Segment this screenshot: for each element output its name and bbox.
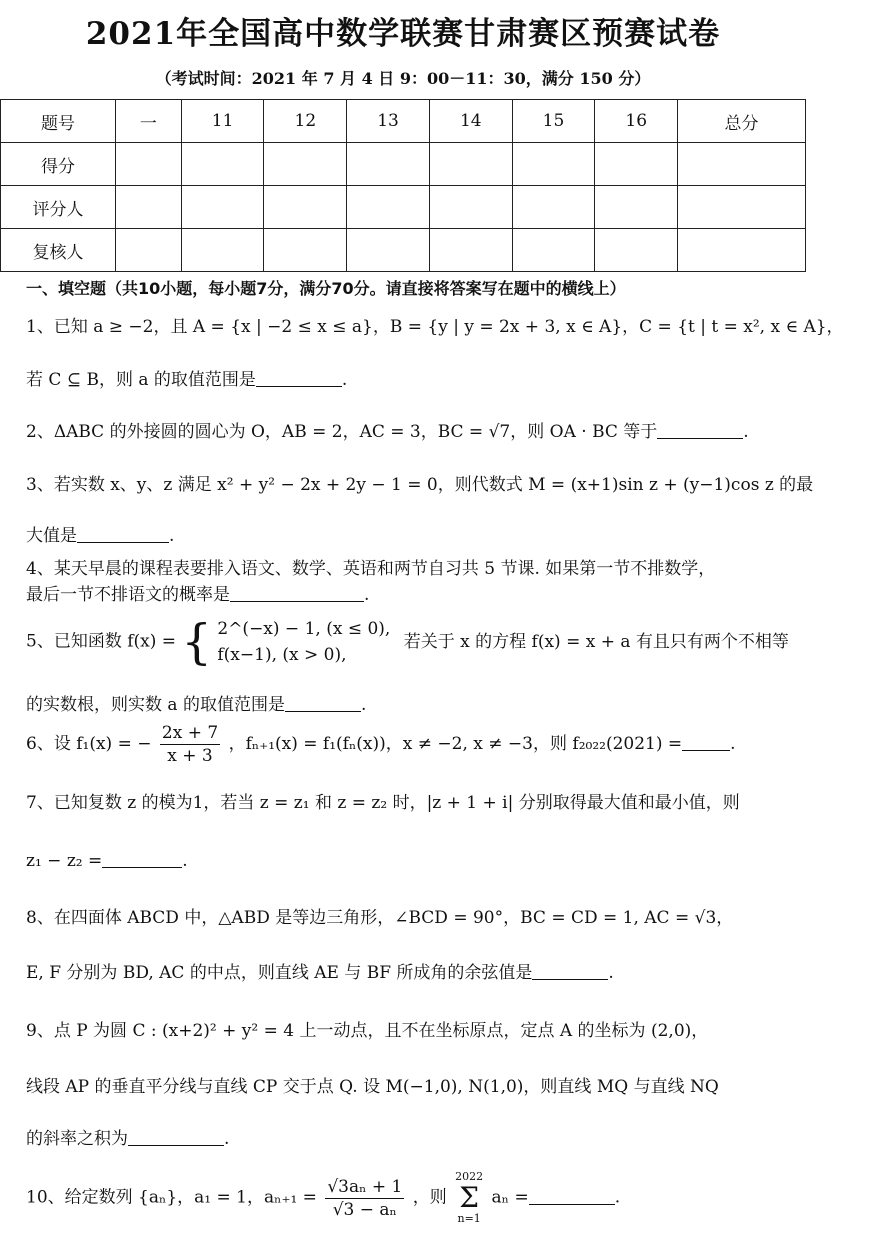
score-cell[interactable]	[347, 186, 430, 229]
question-5-line-1	[26, 616, 796, 668]
score-table-row	[1, 229, 806, 272]
header-cell: 12	[264, 100, 347, 143]
question-3-line-2: 大值是 .	[26, 526, 175, 546]
question-10: 10、给定数列 {aₙ}，a₁ = 1，aₙ₊₁ = $\frac{\text{√3aₙ + 1}}{\text{√3 − aₙ}}$ ，则 2022 Σ n=1 aₙ = .	[26, 1170, 621, 1225]
score-cell[interactable]	[264, 186, 347, 229]
score-table-row	[1, 186, 806, 229]
question-4-line-1: 4、某天早晨的课程表要排入语文、数学、英语和两节自习共 5 节课. 如果第一节不排数学，	[26, 559, 716, 579]
summation	[455, 1170, 483, 1226]
score-cell[interactable]	[181, 143, 264, 186]
case-1: 2^(−x) − 1, (x ≤ 0),	[217, 619, 391, 639]
question-10-suffix: aₙ =	[491, 1187, 529, 1208]
piecewise-cases	[217, 616, 390, 668]
score-cell[interactable]	[678, 229, 806, 272]
header-cell: 16	[595, 100, 678, 143]
header-cell: 15	[512, 100, 595, 143]
question-2: 2、ΔABC 的外接圆的圆心为 O，AB = 2，AC = 3，BC = √7，则 OA · BC 等于 .	[26, 422, 749, 442]
case-2: f(x−1), (x > 0),	[217, 645, 347, 665]
question-8-text: E, F 分别为 BD, AC 的中点，则直线 AE 与 BF 所成角的余弦值是	[26, 963, 533, 983]
question-6-prefix: 6、设 f₁(x) = −	[26, 734, 152, 754]
question-8-line-1: 8、在四面体 ABCD 中，△ABD 是等边三角形，∠BCD = 90°，BC = CD = 1, AC = √3，	[26, 908, 734, 928]
score-cell[interactable]	[181, 186, 264, 229]
question-5-text: 的实数根，则实数 a 的取值范围是	[26, 695, 285, 715]
question-10-prefix: 10、给定数列 {aₙ}，a₁ = 1，aₙ₊₁ =	[26, 1187, 317, 1208]
answer-blank[interactable]	[77, 524, 169, 543]
question-1-line-1: 1、已知 a ≥ −2，且 A = {x | −2 ≤ x ≤ a}，B = {y | y = 2x + 3, x ∈ A}，C = {t | t = x², x ∈ A}，	[26, 317, 844, 337]
fraction-numerator: √3aₙ + 1	[327, 1176, 403, 1197]
score-cell[interactable]	[678, 186, 806, 229]
score-cell[interactable]	[595, 143, 678, 186]
score-cell[interactable]	[264, 143, 347, 186]
exam-title: 2021年全国高中数学联赛甘肃赛区预赛试卷	[85, 16, 721, 52]
score-cell[interactable]	[116, 143, 182, 186]
answer-blank[interactable]	[532, 961, 608, 980]
row-label: 得分	[1, 143, 116, 186]
question-9-text: 的斜率之积为	[26, 1129, 128, 1149]
score-cell[interactable]	[595, 229, 678, 272]
header-cell: 14	[429, 100, 512, 143]
header-cell: 题号	[1, 100, 116, 143]
question-4-line-2: 最后一节不排语文的概率是 .	[26, 585, 370, 605]
question-6: 6、设 f₁(x) = − $\frac{2x + 7}{x + 3}$ ，fₙ₊₁(x) = f₁(fₙ(x))，x ≠ −2, x ≠ −3，则 f₂₀₂₂(2021) = .	[26, 723, 736, 766]
question-7-line-2: z₁ − z₂ = .	[26, 851, 188, 871]
fraction-denominator: x + 3	[167, 746, 213, 766]
score-cell[interactable]	[678, 143, 806, 186]
answer-blank[interactable]	[682, 732, 730, 751]
fraction-denominator: √3 − aₙ	[332, 1199, 397, 1220]
answer-blank[interactable]	[230, 583, 364, 602]
header-cell: 一	[116, 100, 182, 143]
answer-blank[interactable]	[128, 1127, 224, 1146]
score-cell[interactable]	[512, 186, 595, 229]
score-cell[interactable]	[429, 186, 512, 229]
question-5-line-2: 的实数根，则实数 a 的取值范围是 .	[26, 695, 367, 715]
score-table-row	[1, 143, 806, 186]
score-cell[interactable]	[347, 143, 430, 186]
question-1-line-2: 若 C ⊆ B，则 a 的取值范围是 .	[26, 370, 348, 390]
sum-upper-limit: 2022	[455, 1170, 484, 1183]
score-cell[interactable]	[512, 229, 595, 272]
section-heading: 一、填空题（共10小题，每小题7分，满分70分。请直接将答案写在题中的横线上）	[26, 279, 626, 298]
sigma-symbol: Σ	[459, 1181, 480, 1214]
question-3-line-1: 3、若实数 x、y、z 满足 x² + y² − 2x + 2y − 1 = 0，则代数式 M = (x+1)sin z + (y−1)cos z 的最	[26, 475, 814, 495]
question-9-line-1: 9、点 P 为圆 C : (x+2)² + y² = 4 上一动点，且不在坐标原点，定点 A 的坐标为 (2,0)，	[26, 1021, 709, 1041]
row-label: 评分人	[1, 186, 116, 229]
question-9-line-2: 线段 AP 的垂直平分线与直线 CP 交于点 Q. 设 M(−1,0), N(1,0)，则直线 MQ 与直线 NQ	[26, 1077, 719, 1097]
score-cell[interactable]	[264, 229, 347, 272]
fraction	[325, 1176, 404, 1221]
question-8-line-2: E, F 分别为 BD, AC 的中点，则直线 AE 与 BF 所成角的余弦值是 .	[26, 963, 614, 983]
question-1-text: 若 C ⊆ B，则 a 的取值范围是	[26, 370, 256, 390]
score-cell[interactable]	[181, 229, 264, 272]
fraction-numerator: 2x + 7	[161, 723, 219, 743]
header-cell: 总分	[678, 100, 806, 143]
score-table	[0, 99, 806, 272]
question-5-prefix: 5、已知函数 f(x) =	[26, 631, 177, 652]
answer-blank[interactable]	[256, 368, 342, 387]
sum-lower-limit: n=1	[457, 1212, 481, 1225]
answer-blank[interactable]	[285, 693, 361, 712]
fraction	[160, 722, 220, 767]
row-label: 复核人	[1, 229, 116, 272]
answer-blank[interactable]	[657, 420, 743, 439]
score-cell[interactable]	[429, 229, 512, 272]
score-cell[interactable]	[512, 143, 595, 186]
question-4-text: 最后一节不排语文的概率是	[26, 585, 230, 605]
score-cell[interactable]	[116, 186, 182, 229]
header-cell: 13	[347, 100, 430, 143]
score-cell[interactable]	[595, 186, 678, 229]
question-10-mid: ，则	[412, 1187, 447, 1208]
question-3-text: 大值是	[26, 526, 77, 546]
answer-blank[interactable]	[529, 1186, 615, 1205]
left-brace: {	[181, 614, 212, 670]
exam-subtitle: （考试时间：2021 年 7 月 4 日 9：00－11：30，满分 150 分）	[155, 69, 651, 88]
question-2-text: 2、ΔABC 的外接圆的圆心为 O，AB = 2，AC = 3，BC = √7，则 OA · BC 等于	[26, 422, 658, 442]
question-5-suffix: 若关于 x 的方程 f(x) = x + a 有且只有两个不相等	[403, 631, 789, 652]
question-7-line-1: 7、已知复数 z 的模为1，若当 z = z₁ 和 z = z₂ 时，|z + 1 + i| 分别取得最大值和最小值，则	[26, 793, 740, 813]
score-cell[interactable]	[347, 229, 430, 272]
header-cell: 11	[181, 100, 264, 143]
score-cell[interactable]	[429, 143, 512, 186]
question-7-text: z₁ − z₂ =	[26, 851, 103, 871]
score-table-header-row	[1, 100, 806, 143]
question-9-line-3: 的斜率之积为 .	[26, 1129, 230, 1149]
question-6-suffix: ，fₙ₊₁(x) = f₁(fₙ(x))，x ≠ −2, x ≠ −3，则 f₂₀₂₂(2021) =	[228, 734, 683, 754]
answer-blank[interactable]	[102, 849, 182, 868]
score-cell[interactable]	[116, 229, 182, 272]
